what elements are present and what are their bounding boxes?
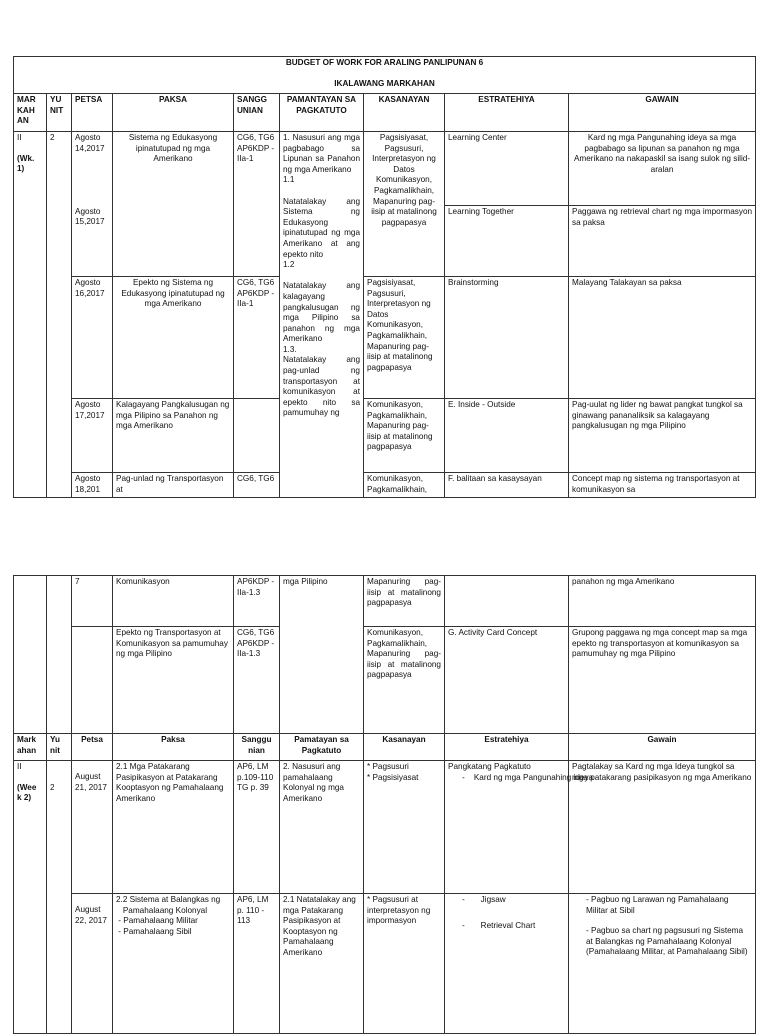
header-kasanayan: KASANAYAN (364, 94, 445, 132)
estratehiya-cell: Learning Together (445, 206, 569, 277)
gawain-item: - Pagbuo ng Larawan ng Pamahalaang Militar at Sibil (586, 895, 729, 915)
markahan-cell (14, 132, 47, 498)
sanggunian-cell: AP6KDP -IIa-1.3 (234, 576, 280, 627)
sanggunian-cell: CG6, TG6 AP6KDP -IIa-1 (234, 132, 280, 277)
kasanayan-cell: Pagsisiyasat, Pagsusuri, Interpretasyon ng Datos Komunikasyon, Pagkamalikhain, Mapanuring pag-iisip at matalinong pagpapasya (364, 132, 445, 277)
header-sanggunian: Sanggu nian (234, 734, 280, 761)
estratehiya-cell: F. balitaan sa kasaysayan (445, 473, 569, 498)
estratehiya-item: - Kard ng mga Pangunahing ideya (462, 772, 594, 782)
header-pamantayan: Pamatayan sa Pagkatuto (280, 734, 364, 761)
estratehiya-cell (445, 576, 569, 627)
yunit-cell (47, 576, 72, 734)
header-yunit: YU NIT (47, 94, 72, 132)
gawain-cell: Paggawa ng retrieval chart ng mga impormasyon sa paksa (569, 206, 756, 277)
kasanayan-item: * Pagsusuri (367, 762, 409, 771)
pamantayan-cell: 2.1 Natatalakay ang mga Patakarang Pasipikasyon at Kooptasyon ng Pamahalaang Amerikano (280, 894, 364, 1034)
kasanayan-cell: * Pagsusuri at interpretasyon ng impormasyon (364, 894, 445, 1034)
petsa-cell: Agosto 14,2017 (72, 132, 113, 206)
header-petsa: PETSA (72, 94, 113, 132)
document-title-cell (14, 57, 756, 94)
kasanayan-cell: Pagsisiyasat, Pagsusuri, Interpretasyon ng Datos Komunikasyon, Pagkamalikhain, Mapanuring pag-iisip at matalinong pagpapasya (364, 277, 445, 399)
table-row (14, 473, 756, 498)
petsa-cell: Agosto 15,2017 (72, 206, 113, 277)
table-row (14, 576, 756, 627)
estratehiya-cell: Brainstorming (445, 277, 569, 399)
table-row (14, 627, 756, 734)
petsa-cell: 7 (72, 576, 113, 627)
table-row (14, 761, 756, 894)
week-value: (Wee k 2) (17, 782, 37, 803)
gawain-cell: Grupong paggawa ng mga concept map sa mga epekto ng transportasyon at komunikasyon sa pamumuhay ng mga Pilipino (569, 627, 756, 734)
header-yunit: Yu nit (47, 734, 72, 761)
pamantayan-cell: 1. Nasusuri ang mga pagbabago sa Lipunan sa Panahon ng mga Amerikano 1.1 Natatalakay ang Sistema ng Edukasyong ipinatutupad ng mga Amerikano at ang epekto nito 1.2 Natatalakay ang kalagayang pangkalusugan ng mga Pilipino sa panahon ng mga Amerikano 1.3. Natatalakay ang pag-unlad ng transportasyon at komunikasyon at epekto nito sa pamumuhay ng (280, 132, 364, 498)
petsa-cell: Agosto 17,2017 (72, 399, 113, 473)
header-paksa: Paksa (113, 734, 234, 761)
table-row (14, 277, 756, 399)
yunit-value: 2 (50, 783, 55, 792)
paksa-cell: Kalagayang Pangkalusugan ng mga Pilipino sa Panahon ng mga Amerikano (113, 399, 234, 473)
paksa-cell: Epekto ng Sistema ng Edukasyong ipinatutupad ng mga Amerikano (113, 277, 234, 399)
estratehiya-item: Pangkatang Pagkatuto (448, 762, 531, 771)
page-1-table-block (13, 56, 755, 498)
petsa-cell: Agosto 16,2017 (72, 277, 113, 399)
sanggunian-cell: AP6, LM p.109-110 TG p. 39 (234, 761, 280, 894)
paksa-cell: Sistema ng Edukasyong ipinatutupad ng mga Amerikano (113, 132, 234, 277)
gawain-cell: Pag-uulat ng lider ng bawat pangkat tungkol sa ginawang pananaliksik sa kalagayang pangkalusugan ng mga Pilipino (569, 399, 756, 473)
petsa-cell (72, 894, 113, 1034)
header-gawain: GAWAIN (569, 94, 756, 132)
header-petsa: Petsa (72, 734, 113, 761)
header-pamantayan: PAMANTAYAN SA PAGKATUTO (280, 94, 364, 132)
gawain-cell: Kard ng mga Pangunahing ideya sa mga pagbabago sa lipunan sa panahon ng mga Amerikano na nakapaskil sa isang sulok ng silid-aralan (569, 132, 756, 206)
table-row (14, 132, 756, 206)
paksa-line: - Pamahalaang Militar (116, 916, 198, 926)
table-row (14, 894, 756, 1034)
kasanayan-item: * Pagsisiyasat (367, 772, 419, 782)
paksa-cell: Pag-unlad ng Transportasyon at (113, 473, 234, 498)
header-markahan: Mark ahan (14, 734, 47, 761)
estratehiya-cell (445, 894, 569, 1034)
sanggunian-cell: CG6, TG6 (234, 473, 280, 498)
petsa-value: August 21, 2017 (75, 772, 107, 792)
paksa-line: Pamahalaang Kolonyal (116, 905, 208, 915)
gawain-cell (569, 894, 756, 1034)
header-paksa: PAKSA (113, 94, 234, 132)
markahan-value: II (17, 762, 22, 771)
yunit-cell (47, 761, 72, 1034)
kasanayan-cell: Komunikasyon, Pagkamalikhain, Mapanuring pag-iisip at matalinong pagpapasya (364, 399, 445, 473)
paksa-cell (113, 894, 234, 1034)
gawain-cell: Concept map ng sistema ng transportasyon at komunikasyon sa (569, 473, 756, 498)
petsa-cell (72, 761, 113, 894)
document-title: BUDGET OF WORK FOR ARALING PANLIPUNAN 6 (285, 58, 484, 67)
markahan-value: II (17, 133, 22, 142)
header-estratehiya: Estratehiya (445, 734, 569, 761)
sanggunian-cell: CG6, TG6 AP6KDP -IIa-1.3 (234, 627, 280, 734)
pamantayan-cell: mga Pilipino (280, 576, 364, 734)
header-estratehiya: ESTRATEHIYA (445, 94, 569, 132)
header-markahan: MAR KAH AN (14, 94, 47, 132)
petsa-cell: Agosto 18,201 (72, 473, 113, 498)
header-row (14, 734, 756, 761)
quarter-title: IKALAWANG MARKAHAN (334, 78, 435, 88)
header-sanggunian: SANGG UNIAN (234, 94, 280, 132)
petsa-value: August 22, 2017 (75, 905, 107, 925)
table-row (14, 399, 756, 473)
gawain-cell: Pagtalakay sa Kard ng mga Ideya tungkol sa mga patakarang pasipikasyon ng mga Amerikano (569, 761, 756, 894)
budget-of-work-table-2 (13, 575, 756, 1034)
estratehiya-cell (445, 761, 594, 894)
estratehiya-cell: G. Activity Card Concept (445, 627, 569, 734)
paksa-line: - Pamahalaang Sibil (116, 926, 192, 936)
header-row (14, 94, 756, 132)
kasanayan-cell: Mapanuring pag-iisip at matalinong pagpapasya (364, 576, 445, 627)
paksa-cell: Komunikasyon (113, 576, 234, 627)
paksa-cell: 2.1 Mga Patakarang Pasipikasyon at Patakarang Kooptasyon ng Pamahalaang Amerikano (113, 761, 234, 894)
sanggunian-cell (234, 399, 280, 473)
gawain-cell: Malayang Talakayan sa paksa (569, 277, 756, 399)
budget-of-work-table-1 (13, 56, 756, 498)
page-2-table-block (13, 575, 755, 1034)
estratehiya-item: - Jigsaw (462, 895, 506, 904)
gawain-cell: panahon ng mga Amerikano (569, 576, 756, 627)
header-gawain: Gawain (569, 734, 756, 761)
markahan-cell (14, 576, 47, 734)
estratehiya-item: - Retrieval Chart (462, 920, 536, 930)
paksa-cell: Epekto ng Transportasyon at Komunikasyon sa pamumuhay ng mga Pilipino (113, 627, 234, 734)
kasanayan-cell: Komunikasyon, Pagkamalikhain, (364, 473, 445, 498)
estratehiya-cell: E. Inside - Outside (445, 399, 569, 473)
kasanayan-cell: Komunikasyon, Pagkamalikhain, Mapanuring pag-iisip at matalinong pagpapasya (364, 627, 445, 734)
yunit-cell: 2 (47, 132, 72, 498)
gawain-item: - Pagbuo sa chart ng pagsusuri ng Sistema at Balangkas ng Pamahalaang Kolonyal (Pamahalaang Militar, at Pamahalaang Sibil) (586, 926, 748, 957)
week-value: (Wk. 1) (17, 153, 35, 174)
estratehiya-cell: Learning Center (445, 132, 569, 206)
sanggunian-cell: CG6, TG6 AP6KDP -IIa-1 (234, 277, 280, 399)
pamantayan-cell: 2. Nasusuri ang pamahalaang Kolonyal ng mga Amerikano (280, 761, 364, 894)
header-kasanayan: Kasanayan (364, 734, 445, 761)
petsa-cell (72, 627, 113, 734)
kasanayan-cell (364, 761, 445, 894)
sanggunian-cell: AP6, LM p. 110 - 113 (234, 894, 280, 1034)
paksa-line: 2.2 Sistema at Balangkas ng (116, 895, 221, 904)
markahan-cell (14, 761, 47, 1034)
